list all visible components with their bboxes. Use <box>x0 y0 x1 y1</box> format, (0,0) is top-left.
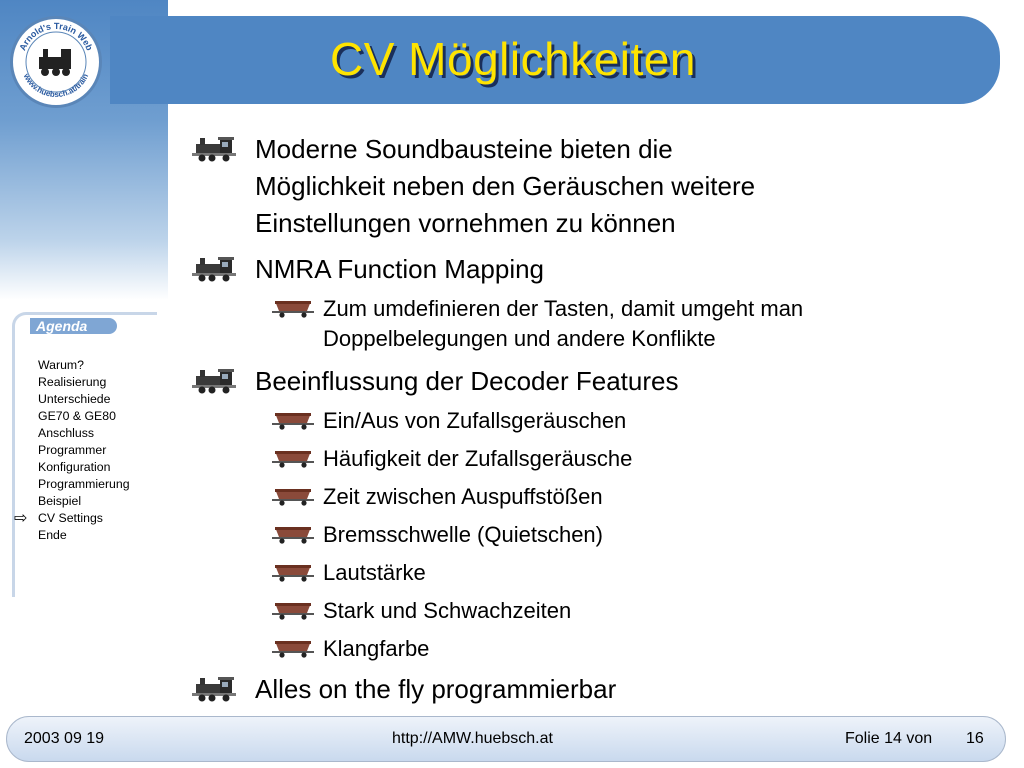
sub-bullet-3-4: Bremsschwelle (Quietschen) <box>323 522 603 547</box>
steam-locomotive-icon <box>192 136 238 162</box>
agenda-item-warum[interactable]: Warum? <box>38 358 85 372</box>
freight-wagon-icon <box>272 486 314 506</box>
agenda-item-realisierung[interactable]: Realisierung <box>38 375 107 389</box>
footer-page-total: 16 <box>966 730 984 747</box>
agenda-item-anschluss[interactable]: Anschluss <box>38 426 95 440</box>
freight-wagon-icon <box>272 410 314 430</box>
sub-bullet-3-1: Ein/Aus von Zufallsgeräuschen <box>323 408 627 433</box>
bullet-1-line-3: Einstellungen vornehmen zu können <box>255 208 676 238</box>
arnolds-train-web-logo <box>10 16 102 108</box>
footer-url[interactable]: http://AMW.huebsch.at <box>392 730 553 747</box>
logo-graphic <box>13 19 99 105</box>
agenda-item-ge70-ge80[interactable]: GE70 & GE80 <box>38 409 116 423</box>
agenda-item-unterschiede[interactable]: Unterschiede <box>38 392 111 406</box>
bullet-2-line-1: NMRA Function Mapping <box>255 254 545 284</box>
sub-bullet-2-1-line-1: Zum umdefinieren der Tasten, damit umgeht man <box>323 296 804 321</box>
logo-arc-top: Arnold's Train Web <box>17 20 95 53</box>
footer-folie-label: Folie 14 von <box>845 730 933 747</box>
steam-locomotive-icon <box>192 256 238 282</box>
freight-wagon-icon <box>272 600 314 620</box>
agenda-item-programmierung[interactable]: Programmierung <box>38 477 130 491</box>
sub-bullet-3-2: Häufigkeit der Zufallsgeräusche <box>323 446 633 471</box>
sub-bullet-2-1-line-2: Doppelbelegungen und andere Konflikte <box>323 326 716 351</box>
freight-wagon-icon <box>272 448 314 468</box>
slide-title: CV Möglichkeiten <box>330 33 696 85</box>
sub-bullet-3-6: Stark und Schwachzeiten <box>323 598 572 623</box>
agenda-item-ende[interactable]: Ende <box>38 528 67 542</box>
freight-wagon-icon <box>272 298 314 318</box>
agenda-item-cv-settings[interactable]: CV Settings <box>38 511 103 525</box>
sub-bullet-3-7: Klangfarbe <box>323 636 430 661</box>
freight-wagon-icon <box>272 524 314 544</box>
freight-wagon-icon <box>272 562 314 582</box>
svg-text:Arnold's Train Web <box>17 21 94 53</box>
freight-wagon-icon <box>272 638 314 658</box>
agenda-list <box>38 357 130 544</box>
logo-arc-bottom: www.huebsch.at/train <box>21 72 91 100</box>
steam-locomotive-icon <box>192 368 238 394</box>
sub-bullet-3-5: Lautstärke <box>323 560 426 585</box>
current-section-arrow-icon: ⇨ <box>14 510 28 527</box>
steam-locomotive-icon <box>192 676 238 702</box>
agenda-item-programmer[interactable]: Programmer <box>38 443 107 457</box>
sub-bullet-3-3: Zeit zwischen Auspuffstößen <box>323 484 603 509</box>
agenda-item-konfiguration[interactable]: Konfiguration <box>38 460 111 474</box>
footer-date: 2003 09 19 <box>24 730 105 747</box>
agenda-item-beispiel[interactable]: Beispiel <box>38 494 82 508</box>
bullet-4-line-1: Alles on the fly programmierbar <box>255 674 617 704</box>
bullet-1-line-1: Moderne Soundbausteine bieten die <box>255 134 673 164</box>
bullet-1-line-2: Möglichkeit neben den Geräuschen weitere <box>255 171 756 201</box>
agenda-title: Agenda <box>30 318 117 334</box>
bullet-3-line-1: Beeinflussung der Decoder Features <box>255 366 679 396</box>
